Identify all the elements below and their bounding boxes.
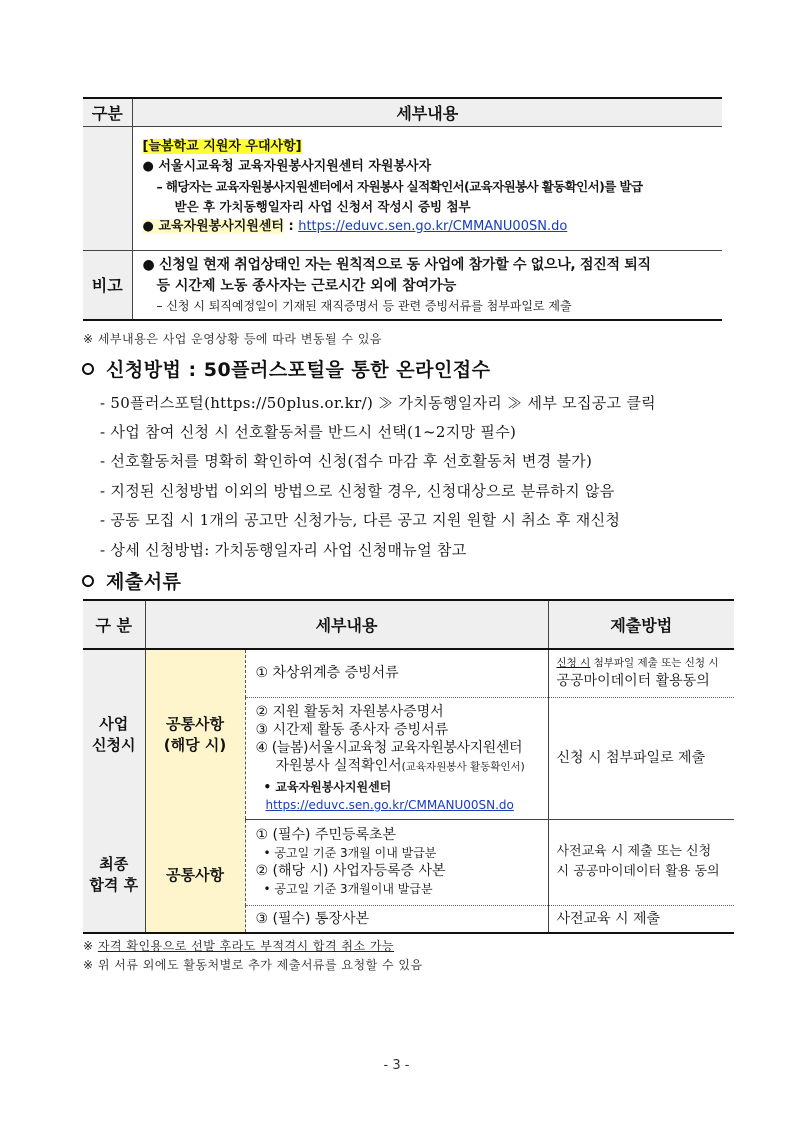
group-category: [83, 819, 145, 933]
documents-table: [83, 599, 734, 934]
list-item: - 선호활동처를 명확히 확인하여 신청(접수 마감 후 선호활동처 변경 불가): [100, 452, 593, 470]
list-item: - 상세 신청방법: 가치동행일자리 사업 신청매뉴얼 참고: [100, 541, 467, 559]
method-text: 첨부파일 제출 또는 신청 시: [590, 656, 719, 669]
submission-method: 신청 시 첨부파일로 제출: [548, 697, 734, 819]
section-title-text: 신청방법 : 50플러스포털을 통한 온라인접수: [106, 359, 491, 381]
row-category: [83, 126, 132, 250]
section-title-text: 제출서류: [106, 571, 182, 593]
category-line: 사업: [99, 714, 129, 733]
circle-bullet-icon: [82, 575, 94, 587]
table-row: [83, 126, 722, 250]
subcategory-line: (해당 시): [163, 735, 227, 754]
list-item: - 사업 참여 신청 시 선호활동처를 반드시 선택(1~2지망 필수): [100, 423, 517, 441]
list-item-cont: 등 시간제 노동 종사자는 근로시간 외에 참여가능: [156, 277, 457, 294]
page-number: - 3 -: [383, 1058, 410, 1073]
header-method: 제출방법: [548, 600, 734, 649]
submission-method: [548, 819, 734, 905]
category-line: 최종: [99, 855, 129, 874]
list-subitem-cont: 받은 후 가치동행일자리 사업 신청서 작성시 증빙 첨부: [174, 198, 471, 214]
document-item: ① (필수) 주민등록초본: [255, 827, 397, 843]
table-row: [83, 819, 734, 905]
note: ※ 세부내용은 사업 운영상황 등에 따라 변동될 수 있음: [83, 332, 383, 346]
category-line: 합격 후: [89, 876, 139, 895]
table-row: [83, 649, 734, 697]
method-text: 공공마이데이터 활용동의: [556, 672, 710, 689]
list-item: - 지정된 신청방법 이외의 방법으로 신청할 경우, 신청대상으로 분류하지 않음: [100, 482, 615, 500]
center-link[interactable]: https://eduvc.sen.go.kr/CMMANU00SN.do: [265, 797, 514, 812]
list-subitem: – 해당자는 교육자원봉사지원센터에서 자원봉사 실적확인서(교육자원봉사 활동확인서)를 발급: [156, 178, 643, 194]
center-link[interactable]: https://eduvc.sen.go.kr/CMMANU00SN.do: [298, 218, 568, 234]
method-underlined: 신청 시: [556, 656, 591, 669]
table-header-row: [83, 98, 722, 126]
group-subcategory: [145, 649, 245, 819]
note-prefix: ※: [83, 939, 98, 953]
preference-table: [83, 97, 722, 321]
section-title-application: [82, 355, 491, 382]
document-item: ② (해당 시) 사업자등록증 사본: [255, 863, 446, 879]
item-small-text: (교육자원봉사 활동확인서): [401, 760, 525, 773]
subcategory-line: 공통사항: [166, 714, 224, 733]
note-text: 자격 확인용으로 선발 후라도 부적격시 합격 취소 가능: [97, 939, 395, 953]
row-category: 비고: [83, 250, 132, 320]
document-item: ④ (늘봄)서울시교육청 교육자원봉사지원센터: [255, 739, 523, 756]
center-label: ● 교육자원봉사지원센터: [142, 218, 284, 234]
row-details: [132, 126, 722, 250]
table-row: [83, 250, 722, 320]
center-label: • 교육자원봉사지원센터: [263, 779, 392, 794]
document-subitem: • 공고일 기준 3개월이내 발급분: [263, 882, 433, 896]
header-details: 세부내용: [132, 98, 722, 126]
note: ※ 위 서류 외에도 활동처별로 추가 제출서류를 요청할 수 있음: [83, 958, 423, 972]
circle-bullet-icon: [82, 363, 94, 375]
category-line: 신청시: [92, 735, 136, 754]
note: [83, 937, 394, 954]
list-item: - 50플러스포털(https://50plus.or.kr/) ≫ 가치동행일자리 ≫ 세부 모집공고 클릭: [100, 394, 656, 412]
document-item: ① 차상위계층 증빙서류: [245, 649, 548, 697]
list-item: ● 신청일 현재 취업상태인 자는 원칙적으로 동 사업에 참가할 수 없으나, 점진적 퇴직: [142, 256, 651, 273]
row-details: [132, 250, 722, 320]
header-category: 구 분: [83, 600, 145, 649]
list-item: ● 서울시교육청 교육자원봉사지원센터 자원봉사자: [142, 158, 432, 174]
document-item-cont: [256, 757, 540, 776]
group-subcategory: [145, 819, 245, 933]
list-item: - 공동 모집 시 1개의 공고만 신청가능, 다른 공고 지원 원할 시 취소 후 재신청: [100, 511, 621, 529]
list-item: [143, 217, 715, 237]
list-subitem: – 신청 시 퇴직예정일이 기재된 재직증명서 등 관련 증빙서류를 첨부파일로 제출: [156, 298, 572, 313]
document-item: ③ 시간제 활동 종사자 증빙서류: [255, 721, 449, 738]
section-title-documents: [82, 567, 181, 594]
document-item: ② 지원 활동처 자원봉사증명서: [255, 703, 444, 720]
method-text: 시 공공마이데이터 활용 동의: [556, 864, 720, 879]
table-header-row: [83, 600, 734, 649]
highlight-title: [늘봄학교 지원자 우대사항]: [142, 138, 302, 154]
header-details: 세부내용: [145, 600, 548, 649]
item-text: 자원봉사 실적확인서: [275, 757, 402, 774]
header-category: 구분: [83, 98, 132, 126]
document-item: ③ (필수) 통장사본: [245, 905, 548, 933]
submission-method: [548, 649, 734, 697]
document-subitem: • 공고일 기준 3개월 이내 발급분: [263, 846, 437, 860]
subcategory-line: 공통사항: [166, 865, 224, 884]
document-items: [245, 697, 548, 819]
method-text: 사전교육 시 제출 또는 신청: [556, 844, 712, 859]
document-items: [245, 819, 548, 905]
group-category: [83, 649, 145, 819]
separator: :: [283, 218, 299, 234]
submission-method: 사전교육 시 제출: [548, 905, 734, 933]
